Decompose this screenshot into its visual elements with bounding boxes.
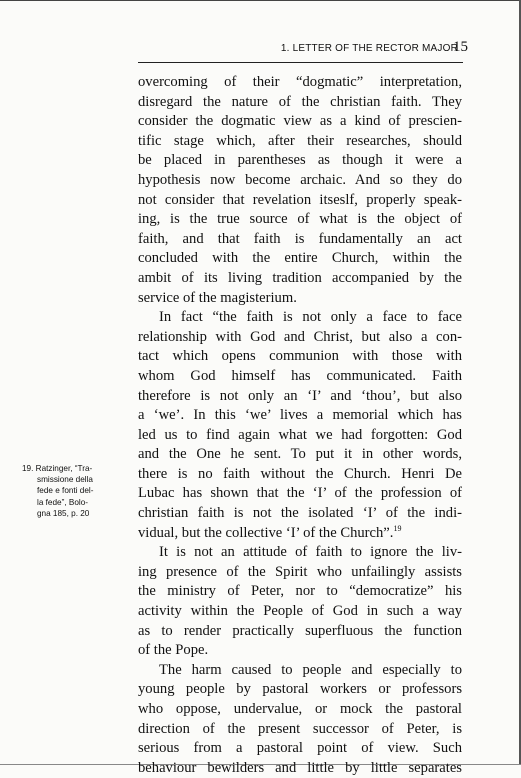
body-line-text: concluded with the entire Church, within the [138,250,462,267]
body-line [138,543,462,563]
body-line-text: there is no faith without the Church. Henri De [138,465,462,482]
body-line-text: a ‘we’. In this ‘we’ lives a memorial which has [138,407,462,424]
body-line [138,739,462,759]
body-line [138,308,462,328]
body-line [138,367,462,387]
body-line [138,132,462,152]
body-line [138,230,462,250]
body-line-text: christian faith is not the isolated ‘I’ of the indi- [138,505,462,522]
body-line [138,445,462,465]
body-line-text: led us to find again what we had forgotten: God [138,426,462,443]
body-line-text: ing presence of the Spirit who unfailingly assists [138,563,462,580]
footnote-line: gna 185, p. 20 [37,508,90,518]
body-line-text: It is not an attitude of faith to ignore the liv- [159,544,462,561]
body-line-text: tact which opens communion with those with [138,348,462,365]
body-line-text: In fact “the faith is not only a face to face [159,309,462,326]
body-line-text: relationship with God and Christ, but also a con- [138,328,462,345]
body-line [138,112,462,132]
body-line-text: not consider that revelation itseslf, properly speak- [138,191,462,208]
body-line [138,465,462,485]
body-line [138,289,462,309]
body-line-text: as to render practically superfluous the function [138,622,462,639]
footnote-line: la fede”, Bolo- [37,497,88,507]
main-text-column [138,73,462,778]
body-line-text: overcoming of their “dogmatic” interpretation, [138,74,462,90]
body-line [138,661,462,681]
body-line [138,93,462,113]
header-rule [138,62,463,63]
body-line [138,582,462,602]
body-line [138,484,462,504]
body-line-text: activity within the People of God in such a way [138,603,462,620]
body-line-text: whom God himself has communicated. Faith [138,367,462,384]
body-line [138,328,462,348]
body-line-text: of the Pope. [138,642,209,659]
body-line [138,426,462,446]
body-line-text: the ministry of Peter, nor to “democratize” his [138,583,462,600]
footnote-reference: 19 [393,523,402,533]
page-top-edge [0,0,521,1]
body-line [138,73,462,93]
body-line-text: hypothesis now become archaic. And so they do [138,171,462,188]
body-line [138,504,462,524]
body-line [138,524,462,544]
body-line [138,151,462,171]
body-line [138,622,462,642]
body-line-text: serious from a pastoral point of view. Such [138,740,462,757]
body-line [138,406,462,426]
body-line [138,171,462,191]
body-line-text: service of the magisterium. [138,289,297,306]
body-line-text: who oppose, undervalue, or mock the pastoral [138,701,462,717]
body-line-text: be placed in parentheses as though it were a [138,152,462,169]
body-line [138,191,462,211]
body-line-text: tific stage which, after their researches, should [138,132,462,149]
body-line [138,720,462,740]
body-line [138,249,462,269]
body-line-text: direction of the present successor of Peter, is [138,720,462,737]
body-line-text: behaviour bewilders and little by little separates [138,759,462,776]
body-line-text: disregard the nature of the christian faith. They [138,93,462,110]
body-line [138,602,462,622]
footnote-line: 19. Ratzinger, “Tra- [22,464,93,473]
page-number: 15 [453,39,468,55]
body-line-text: ing, is the true source of what is the object of [138,211,462,228]
footnote-line: fede e fonti del- [37,486,94,496]
body-line-text: Lubac has shown that the ‘I’ of the profession of [138,485,462,502]
body-line [138,269,462,289]
footnote-line: smissione della [37,475,93,485]
running-head: 1. LETTER OF THE RECTOR MAJOR [280,43,458,54]
margin-footnote [22,463,112,519]
body-line-text: faith, and that faith is fundamentally an act [138,230,462,247]
body-line [138,641,462,661]
body-line-text: The harm caused to people and especially to [159,661,462,678]
body-line-text: vidual, but the collective ‘I’ of the Church”. [138,524,394,541]
body-line-text: ambit of its living tradition accompanied by the [138,269,462,286]
body-line [138,210,462,230]
body-line-text: and the One he sent. To put it in other words, [138,446,462,463]
body-line-text: consider the dogmatic view as a kind of prescien- [138,113,462,130]
body-line [138,563,462,583]
body-line-text: therefore is not only an ‘I’ and ‘thou’, but also [138,387,462,404]
body-line [138,387,462,407]
body-line [138,700,462,720]
body-line [138,759,462,778]
body-line [138,347,462,367]
body-line-text: young people by pastoral workers or professors [138,681,462,698]
body-line [138,680,462,700]
